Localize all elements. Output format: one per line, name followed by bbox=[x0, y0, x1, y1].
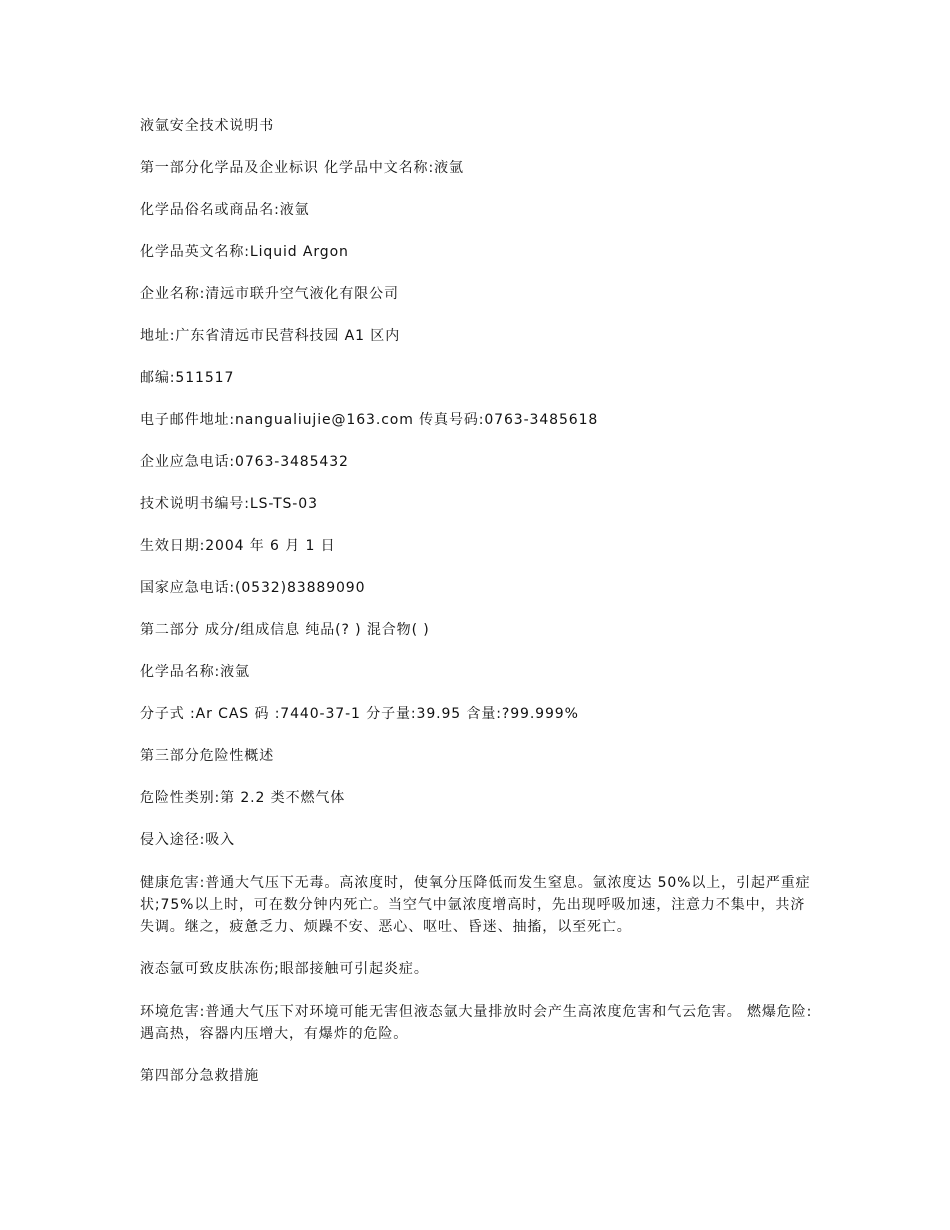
formula-line: 分子式 :Ar CAS 码 :7440-37-1 分子量:39.95 含量:?99.999% bbox=[140, 706, 579, 722]
frostbite-line: 液态氩可致皮肤冻伤;眼部接触可引起炎症。 bbox=[140, 961, 429, 977]
section-3-heading: 第三部分危险性概述 bbox=[140, 748, 275, 764]
section-4-heading: 第四部分急救措施 bbox=[140, 1068, 260, 1084]
spec-number-line: 技术说明书编号:LS-TS-03 bbox=[140, 496, 318, 512]
section-1-heading: 第一部分化学品及企业标识 化学品中文名称:液氩 bbox=[140, 160, 464, 176]
document-title: 液氩安全技术说明书 bbox=[140, 118, 275, 134]
section-2-heading: 第二部分 成分/组成信息 纯品(? ) 混合物( ) bbox=[140, 622, 430, 638]
document-page bbox=[140, 116, 815, 1108]
exposure-route-line: 侵入途径:吸入 bbox=[140, 832, 236, 848]
emergency-phone-line: 企业应急电话:0763-3485432 bbox=[140, 454, 349, 470]
environment-hazard-paragraph: 环境危害:普通大气压下对环境可能无害但液态氩大量排放时会产生高浓度危害和气云危害。 燃爆危险:遇高热，容器内压增大，有爆炸的危险。 bbox=[140, 1004, 813, 1042]
email-fax-line: 电子邮件地址:nangualiujie@163.com 传真号码:0763-3485618 bbox=[140, 412, 599, 428]
effective-date-line: 生效日期:2004 年 6 月 1 日 bbox=[140, 538, 336, 554]
hazard-class-line: 危险性类别:第 2.2 类不燃气体 bbox=[140, 790, 346, 806]
common-name-line: 化学品俗名或商品名:液氩 bbox=[140, 202, 310, 218]
chemical-name-line: 化学品名称:液氩 bbox=[140, 664, 250, 680]
address-line: 地址:广东省清远市民营科技园 A1 区内 bbox=[140, 328, 401, 344]
postcode-line: 邮编:511517 bbox=[140, 370, 235, 386]
company-name-line: 企业名称:清远市联升空气液化有限公司 bbox=[140, 286, 399, 302]
english-name-line: 化学品英文名称:Liquid Argon bbox=[140, 244, 349, 260]
health-hazard-paragraph: 健康危害:普通大气压下无毒。高浓度时，使氧分压降低而发生窒息。氩浓度达 50%以上，引起严重症状;75%以上时，可在数分钟内死亡。当空气中氩浓度增高时，先出现呼吸加速，注意力不集中，共济失调。继之，疲惫乏力、烦躁不安、恶心、呕吐、昏迷、抽搐，以至死亡。 bbox=[140, 875, 811, 935]
national-emergency-line: 国家应急电话:(0532)83889090 bbox=[140, 580, 366, 596]
